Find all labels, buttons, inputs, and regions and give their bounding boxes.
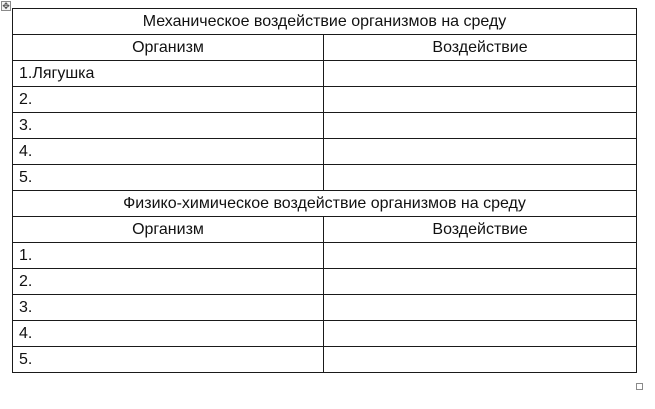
organism-cell[interactable]: 4. [13, 139, 324, 165]
table-row [13, 321, 637, 347]
column-header-row [13, 217, 637, 243]
section-title-row [13, 9, 637, 35]
effect-cell[interactable] [324, 113, 637, 139]
table-row [13, 243, 637, 269]
table-row [13, 295, 637, 321]
table-row [13, 139, 637, 165]
organism-cell[interactable]: 1.Лягушка [13, 61, 324, 87]
organism-cell[interactable]: 3. [13, 113, 324, 139]
column-header-organism[interactable]: Организм [13, 35, 324, 61]
table-row [13, 269, 637, 295]
effect-cell[interactable] [324, 295, 637, 321]
effect-cell[interactable] [324, 321, 637, 347]
effect-cell[interactable] [324, 165, 637, 191]
organism-cell[interactable]: 2. [13, 269, 324, 295]
column-header-effect[interactable]: Воздействие [324, 217, 637, 243]
effect-cell[interactable] [324, 243, 637, 269]
column-header-effect[interactable]: Воздействие [324, 35, 637, 61]
table-move-handle-icon[interactable]: ✥ [2, 1, 10, 11]
section-title-physico-chemical[interactable]: Физико-химическое воздействие организмов на среду [13, 191, 637, 217]
table-row [13, 165, 637, 191]
organism-cell[interactable]: 5. [13, 165, 324, 191]
effect-cell[interactable] [324, 347, 637, 373]
column-header-row [13, 35, 637, 61]
table-row [13, 113, 637, 139]
section-title-row [13, 191, 637, 217]
organism-cell[interactable]: 4. [13, 321, 324, 347]
table-row [13, 61, 637, 87]
effect-cell[interactable] [324, 87, 637, 113]
effect-cell[interactable] [324, 269, 637, 295]
organism-cell[interactable]: 3. [13, 295, 324, 321]
column-header-organism[interactable]: Организм [13, 217, 324, 243]
section-title-mechanical[interactable]: Механическое воздействие организмов на среду [13, 9, 637, 35]
organism-cell[interactable]: 2. [13, 87, 324, 113]
effect-cell[interactable] [324, 139, 637, 165]
table-row [13, 347, 637, 373]
worksheet-table [12, 8, 637, 373]
table-row [13, 87, 637, 113]
table-resize-handle-icon[interactable] [636, 383, 643, 390]
organism-cell[interactable]: 5. [13, 347, 324, 373]
effect-cell[interactable] [324, 61, 637, 87]
organism-cell[interactable]: 1. [13, 243, 324, 269]
